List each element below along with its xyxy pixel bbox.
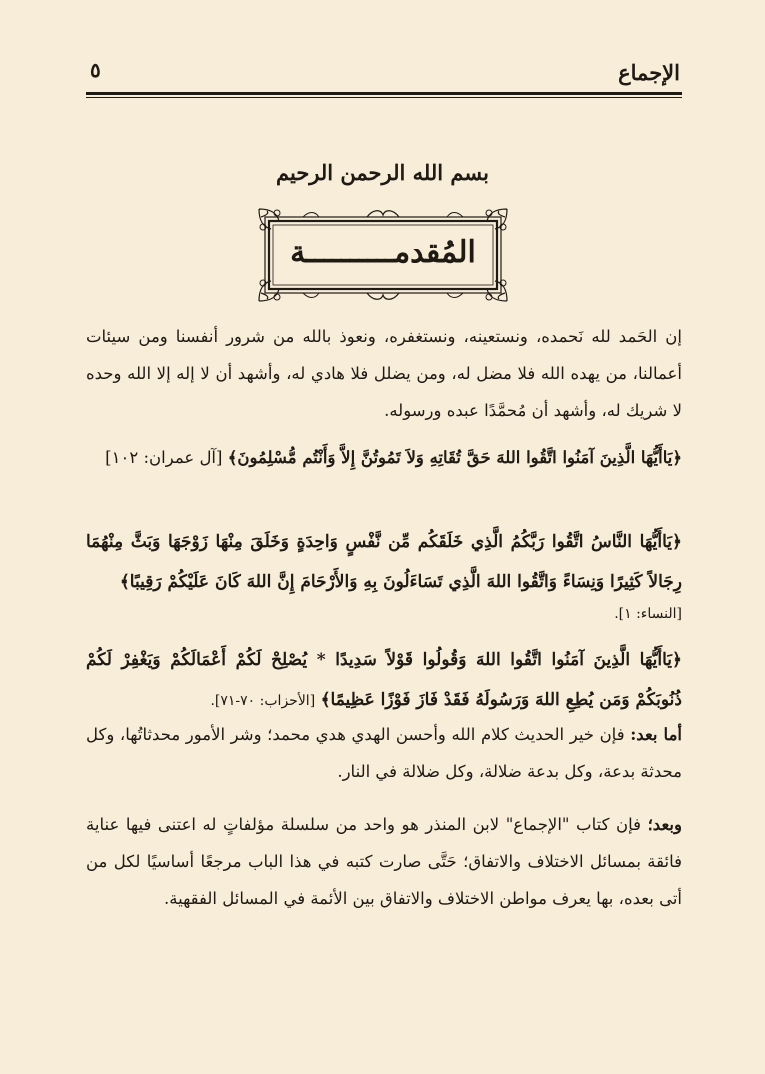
header-rule-thick bbox=[86, 92, 682, 95]
quran-verse: ﴿يَاأَيُّهَا النَّاسُ اتَّقُوا رَبَّكُمُ الَّذِي خَلَقَكُم مِّن نَّفْسٍ وَاحِدَةٍ وَخَلَقَ مِنْهَا زَوْجَهَا وَبَثَّ مِنْهُمَا رِجَالاً كَثِيرًا وَنِسَاءً وَاتَّقُوا اللهَ الَّذِي تَسَاءَلُونَ بِهِ وَالأَرْحَامَ إِنَّ اللهَ كَانَ عَلَيْكُمْ رَقِيبًا﴾ bbox=[86, 532, 682, 592]
paragraph-body: فإن خير الحديث كلام الله وأحسن الهدي هدي محمد؛ وشر الأمور محدثاتُها، وكل محدثة بدعة، وكل بدعة ضلالة، وكل ضلالة في النار. bbox=[86, 725, 682, 781]
section-heading: المُقدمــــــــــة bbox=[290, 235, 476, 270]
page-number: ٥ bbox=[90, 58, 101, 82]
verse-reference: [الأحزاب: ٧٠-٧١]. bbox=[210, 693, 316, 709]
paragraph-body: فإن كتاب "الإجماع" لابن المنذر هو واحد من سلسلة مؤلفاتٍ له اعتنى فيها عناية فائقة بمسائل الاختلاف والاتفاق؛ حَتَّى صارت كتبه في هذا الباب مرجعًا أساسيًا لكل من أتى بعده، بها يعرف مواطن الاختلاف والاتفاق بين الأئمة في المسائل الفقهية. bbox=[86, 815, 682, 908]
opening-paragraph: إن الحَمد لله نَحمده، ونستعينه، ونستغفره، ونعوذ بالله من شرور أنفسنا ومن سيئات أعمالنا، من يهده الله فلا مضل له، ومن يضلل فلا هادي له، وأشهد أن لا إله إلا الله وحده لا شريك له، وأشهد أن مُحمَّدًا عبده ورسوله. bbox=[86, 327, 682, 420]
verse-paragraph-3 bbox=[86, 640, 682, 721]
book-intro-paragraph bbox=[86, 806, 682, 917]
paragraph-lead: أما بعد: bbox=[630, 725, 683, 744]
header-rule-thin bbox=[86, 97, 682, 98]
quran-verse: ﴿يَاأَيُّهَا الَّذِينَ آمَنُوا اتَّقُوا اللهَ وَقُولُوا قَوْلاً سَدِيدًا * يُصْلِحْ لَكُمْ أَعْمَالَكُمْ وَيَغْفِرْ لَكُمْ ذُنُوبَكُمْ وَمَن يُطِعِ اللهَ وَرَسُولَهُ فَقَدْ فَازَ فَوْزًا عَظِيمًا﴾ bbox=[86, 650, 682, 710]
running-header bbox=[86, 56, 682, 88]
basmala: بسم الله الرحمن الرحيم bbox=[276, 160, 489, 185]
verse-reference: [النساء: ١]. bbox=[614, 606, 682, 622]
verse-reference: [آل عمران: ١٠٢] bbox=[105, 448, 223, 467]
quran-verse: ﴿يَاأَيُّهَا الَّذِينَ آمَنُوا اتَّقُوا اللهَ حَقَّ تُقَاتِهِ وَلاَ تَمُوتُنَّ إِلاَّ وَأَنْتُم مُّسْلِمُونَ﴾ bbox=[227, 448, 682, 467]
verse-paragraph-1 bbox=[86, 439, 682, 476]
paragraph-lead: وبعد؛ bbox=[647, 815, 682, 834]
running-title: الإجماع bbox=[618, 60, 680, 85]
ornamental-title-frame bbox=[257, 207, 509, 303]
verse-paragraph-2 bbox=[86, 522, 682, 602]
amma-badu-paragraph bbox=[86, 716, 682, 790]
